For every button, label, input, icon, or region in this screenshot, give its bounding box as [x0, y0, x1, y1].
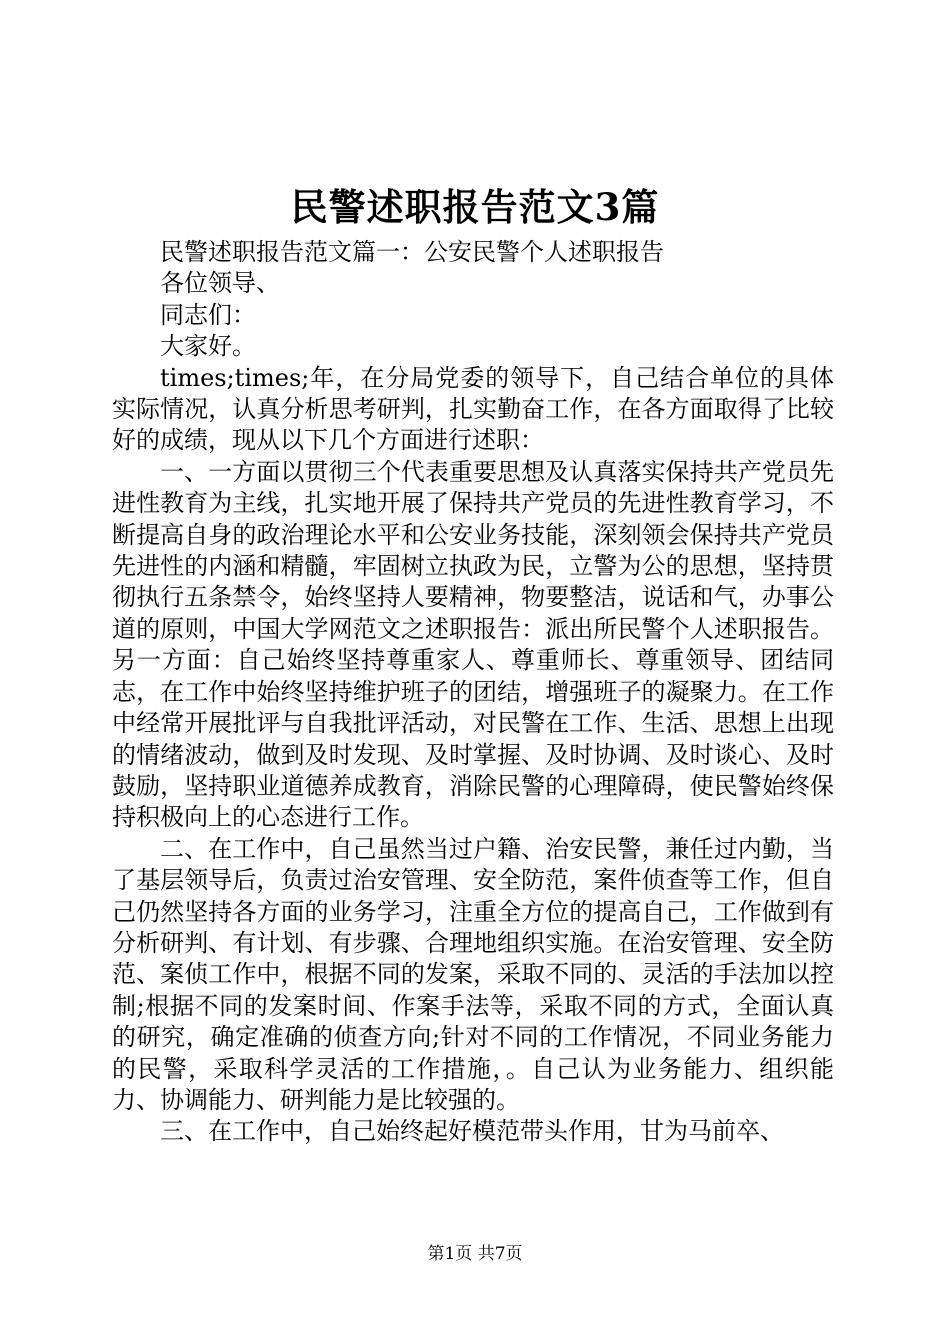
paragraph-intro: times;times;年，在分局党委的领导下，自己结合单位的具体实际情况，认真分析思考研判，扎实勤奋工作，在各方面取得了比较好的成绩，现从以下几个方面进行述职：: [112, 363, 834, 455]
paragraph-salutation-leaders: 各位领导、: [160, 269, 280, 298]
page-number: 第1页 共7页: [427, 1244, 523, 1264]
paragraph-section-two: 二、在工作中，自己虽然当过户籍、治安民警，兼任过内勤，当了基层领导后，负责过治安管理、安全防范，案件侦查等工作，但自己仍然坚持各方面的业务学习，注重全方位的提高自己，工作做到有分析研判、有计划、有步骤、合理地组织实施。在治安管理、安全防范、案侦工作中，根据不同的发案，采取不同的、灵活的手法加以控制;根据不同的发案时间、作案手法等，采取不同的方式，全面认真的研究，确定准确的侦查方向;针对不同的工作情况，不同业务能力的民警，采取科学灵活的工作措施，。自己认为业务能力、组织能力、协调能力、研判能力是比较强的。: [112, 834, 834, 1114]
paragraph-section-three: 三、在工作中，自己始终起好模范带头作用，甘为马前卒、: [160, 1117, 784, 1146]
paragraph-salutation-comrades: 同志们：: [160, 300, 256, 329]
document-title: 民警述职报告范文3篇: [290, 185, 660, 229]
paragraph-section-one: 一、一方面以贯彻三个代表重要思想及认真落实保持共产党员先进性教育为主线，扎实地开展了保持共产党员的先进性教育学习，不断提高自身的政治理论水平和公安业务技能，深刻领会保持共产党员先进性的内涵和精髓，牢固树立执政为民，立警为公的思想，坚持贯彻执行五条禁令，始终坚持人要精神，物要整洁，说话和气，办事公道的原则，中国大学网范文之述职报告：派出所民警个人述职报告。另一方面：自己始终坚持尊重家人、尊重师长、尊重领导、团结同志，在工作中始终坚持维护班子的团结，增强班子的凝聚力。在工作中经常开展批评与自我批评活动，对民警在工作、生活、思想上出现的情绪波动，做到及时发现、及时掌握、及时协调、及时谈心、及时鼓励，坚持职业道德养成教育，消除民警的心理障碍，使民警始终保持积极向上的心态进行工作。: [112, 457, 834, 832]
paragraph-greeting: 大家好。: [160, 332, 256, 361]
document-body: [112, 237, 834, 1148]
paragraph-subtitle: 民警述职报告范文篇一：公安民警个人述职报告: [160, 238, 664, 266]
